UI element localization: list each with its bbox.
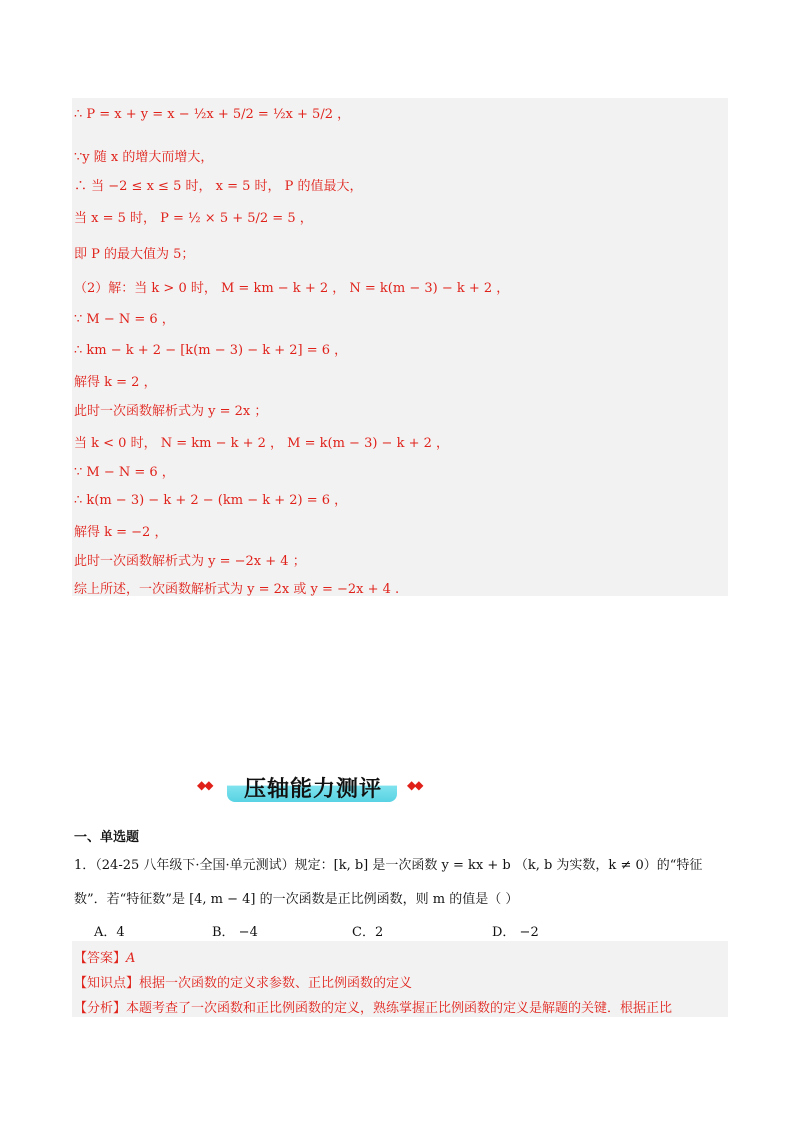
diamond-right-icon: ◆◆ bbox=[407, 778, 422, 792]
solution-line: ∵ M − N = 6 ， bbox=[74, 312, 175, 327]
answer-tag: 【答案】 bbox=[74, 951, 127, 966]
solution-line: ∴ km − k + 2 − [k(m − 3) − k + 2] = 6 ， bbox=[74, 343, 348, 358]
option-d: D． −2 bbox=[492, 925, 539, 940]
solution-line: 综上所述，一次函数解析式为 y = 2x 或 y = −2x + 4 . bbox=[74, 582, 400, 597]
solution-line: 当 k < 0 时， N = km − k + 2 ， M = k(m − 3) − k + 2 ， bbox=[74, 436, 450, 451]
option-b: B． −4 bbox=[212, 925, 258, 940]
question-line-1: 1．（24-25 八年级下·全国·单元测试）规定：[k, b] 是一次函数 y = kx + b （k, b 为实数，k ≠ 0）的“特征 bbox=[74, 858, 703, 873]
knowledge-tag: 【知识点】 bbox=[74, 976, 140, 991]
knowledge-text: 根据一次函数的定义求参数、正比例函数的定义 bbox=[139, 976, 413, 991]
answer-value: A bbox=[126, 951, 136, 966]
analysis-tag: 【分析】 bbox=[74, 1001, 127, 1016]
solution-line: 此时一次函数解析式为 y = −2x + 4 ； bbox=[74, 554, 306, 569]
diamond-left-icon: ◆◆ bbox=[197, 778, 212, 792]
banner-title: 压轴能力测评 bbox=[243, 777, 382, 802]
solution-line: 解得 k = 2 ， bbox=[74, 375, 157, 390]
question-line-2: 数”．若“特征数”是 [4, m − 4] 的一次函数是正比例函数，则 m 的值是（ ） bbox=[74, 892, 519, 907]
option-a: A．4 bbox=[94, 925, 125, 940]
analysis-text: 本题考查了一次函数和正比例函数的定义，熟练掌握正比例函数的定义是解题的关键．根据正比 bbox=[126, 1001, 673, 1016]
answer-line bbox=[74, 947, 135, 966]
solution-line: （2）解：当 k > 0 时， M = km − k + 2 ， N = k(m − 3) − k + 2 ， bbox=[74, 281, 510, 296]
solution-line: 此时一次函数解析式为 y = 2x ； bbox=[74, 404, 268, 419]
analysis-line bbox=[74, 997, 672, 1016]
solution-line: ∴ P = x + y = x − ½x + 5/2 = ½x + 5/2 ， bbox=[74, 107, 351, 122]
section-banner bbox=[195, 770, 435, 810]
solution-line: 即 P 的最大值为 5； bbox=[74, 247, 195, 262]
section-heading: 一、单选题 bbox=[74, 830, 140, 845]
option-c: C．2 bbox=[352, 925, 384, 940]
solution-line: 解得 k = −2 ， bbox=[74, 525, 168, 540]
knowledge-line bbox=[74, 972, 412, 991]
solution-line: ∵y 随 x 的增大而增大， bbox=[74, 150, 214, 165]
solution-line: 当 x = 5 时， P = ½ × 5 + 5/2 = 5 ， bbox=[74, 211, 313, 226]
solution-line: ∵ M − N = 6 ， bbox=[74, 465, 175, 480]
solution-line: ∴ k(m − 3) − k + 2 − (km − k + 2) = 6 ， bbox=[74, 493, 348, 508]
solution-line: ∴ 当 −2 ≤ x ≤ 5 时， x = 5 时， P 的值最大， bbox=[74, 179, 363, 194]
